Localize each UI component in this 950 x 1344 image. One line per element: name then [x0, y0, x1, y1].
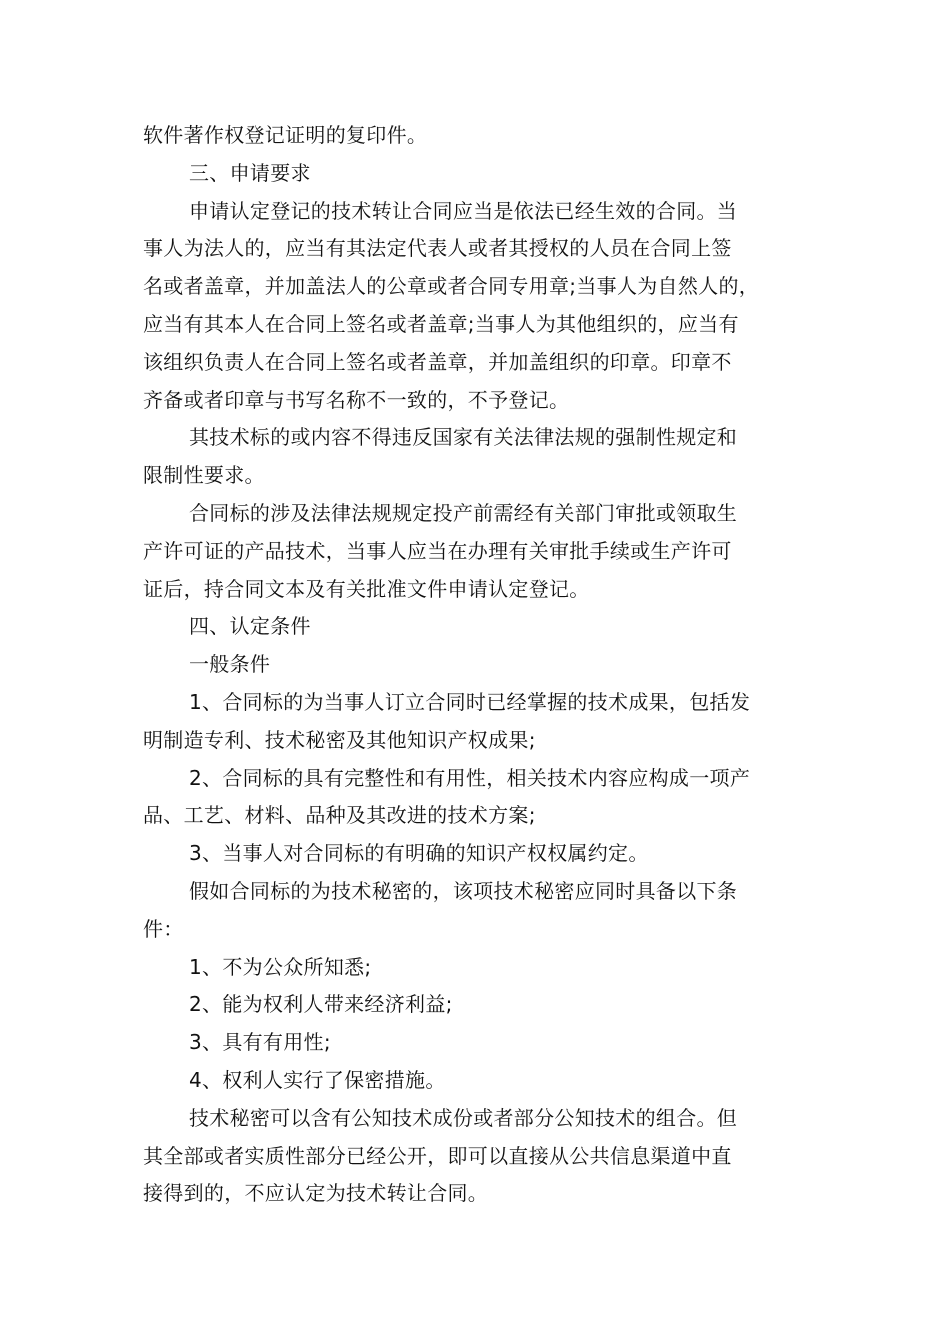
text-line: 齐备或者印章与书写名称不一致的，不予登记。 — [143, 387, 570, 412]
text-line: 限制性要求。 — [143, 463, 265, 488]
text-line: 该组织负责人在合同上签名或者盖章，并加盖组织的印章。印章不 — [143, 349, 732, 374]
text-line: 应当有其本人在合同上签名或者盖章;当事人为其他组织的，应当有 — [143, 311, 739, 336]
text-line: 证后，持合同文本及有关批准文件申请认定登记。 — [143, 576, 590, 601]
text-line: 三、申请要求 — [189, 160, 311, 185]
text-line: 其全部或者实质性部分已经公开，即可以直接从公共信息渠道中直 — [143, 1143, 732, 1168]
text-line: 3、具有有用性; — [189, 1030, 331, 1055]
text-line: 申请认定登记的技术转让合同应当是依法已经生效的合同。当 — [189, 198, 738, 223]
text-line: 4、权利人实行了保密措施。 — [189, 1067, 446, 1092]
text-line: 四、认定条件 — [189, 614, 311, 639]
text-line: 件： — [143, 916, 184, 941]
text-line: 2、合同标的具有完整性和有用性，相关技术内容应构成一项产 — [189, 765, 751, 790]
text-line: 合同标的涉及法律法规规定投产前需经有关部门审批或领取生 — [189, 500, 738, 525]
text-line: 接得到的，不应认定为技术转让合同。 — [143, 1181, 489, 1206]
text-line: 3、当事人对合同标的有明确的知识产权权属约定。 — [189, 841, 649, 866]
text-line: 2、能为权利人带来经济利益; — [189, 992, 453, 1017]
text-line: 产许可证的产品技术，当事人应当在办理有关审批手续或生产许可 — [143, 538, 732, 563]
text-line: 明制造专利、技术秘密及其他知识产权成果; — [143, 727, 536, 752]
text-line: 名或者盖章，并加盖法人的公章或者合同专用章;当事人为自然人的， — [143, 274, 760, 299]
text-line: 1、合同标的为当事人订立合同时已经掌握的技术成果，包括发 — [189, 689, 751, 714]
text-line: 品、工艺、材料、品种及其改进的技术方案; — [143, 803, 536, 828]
text-line: 假如合同标的为技术秘密的，该项技术秘密应同时具备以下条 — [189, 878, 738, 903]
text-line: 事人为法人的，应当有其法定代表人或者其授权的人员在合同上签 — [143, 236, 732, 261]
text-line: 一般条件 — [189, 652, 271, 677]
text-line: 1、不为公众所知悉; — [189, 954, 372, 979]
text-line: 其技术标的或内容不得违反国家有关法律法规的强制性规定和 — [189, 425, 738, 450]
document-body — [143, 117, 823, 1213]
text-line: 技术秘密可以含有公知技术成份或者部分公知技术的组合。但 — [189, 1105, 738, 1130]
text-line: 软件著作权登记证明的复印件。 — [143, 123, 428, 147]
